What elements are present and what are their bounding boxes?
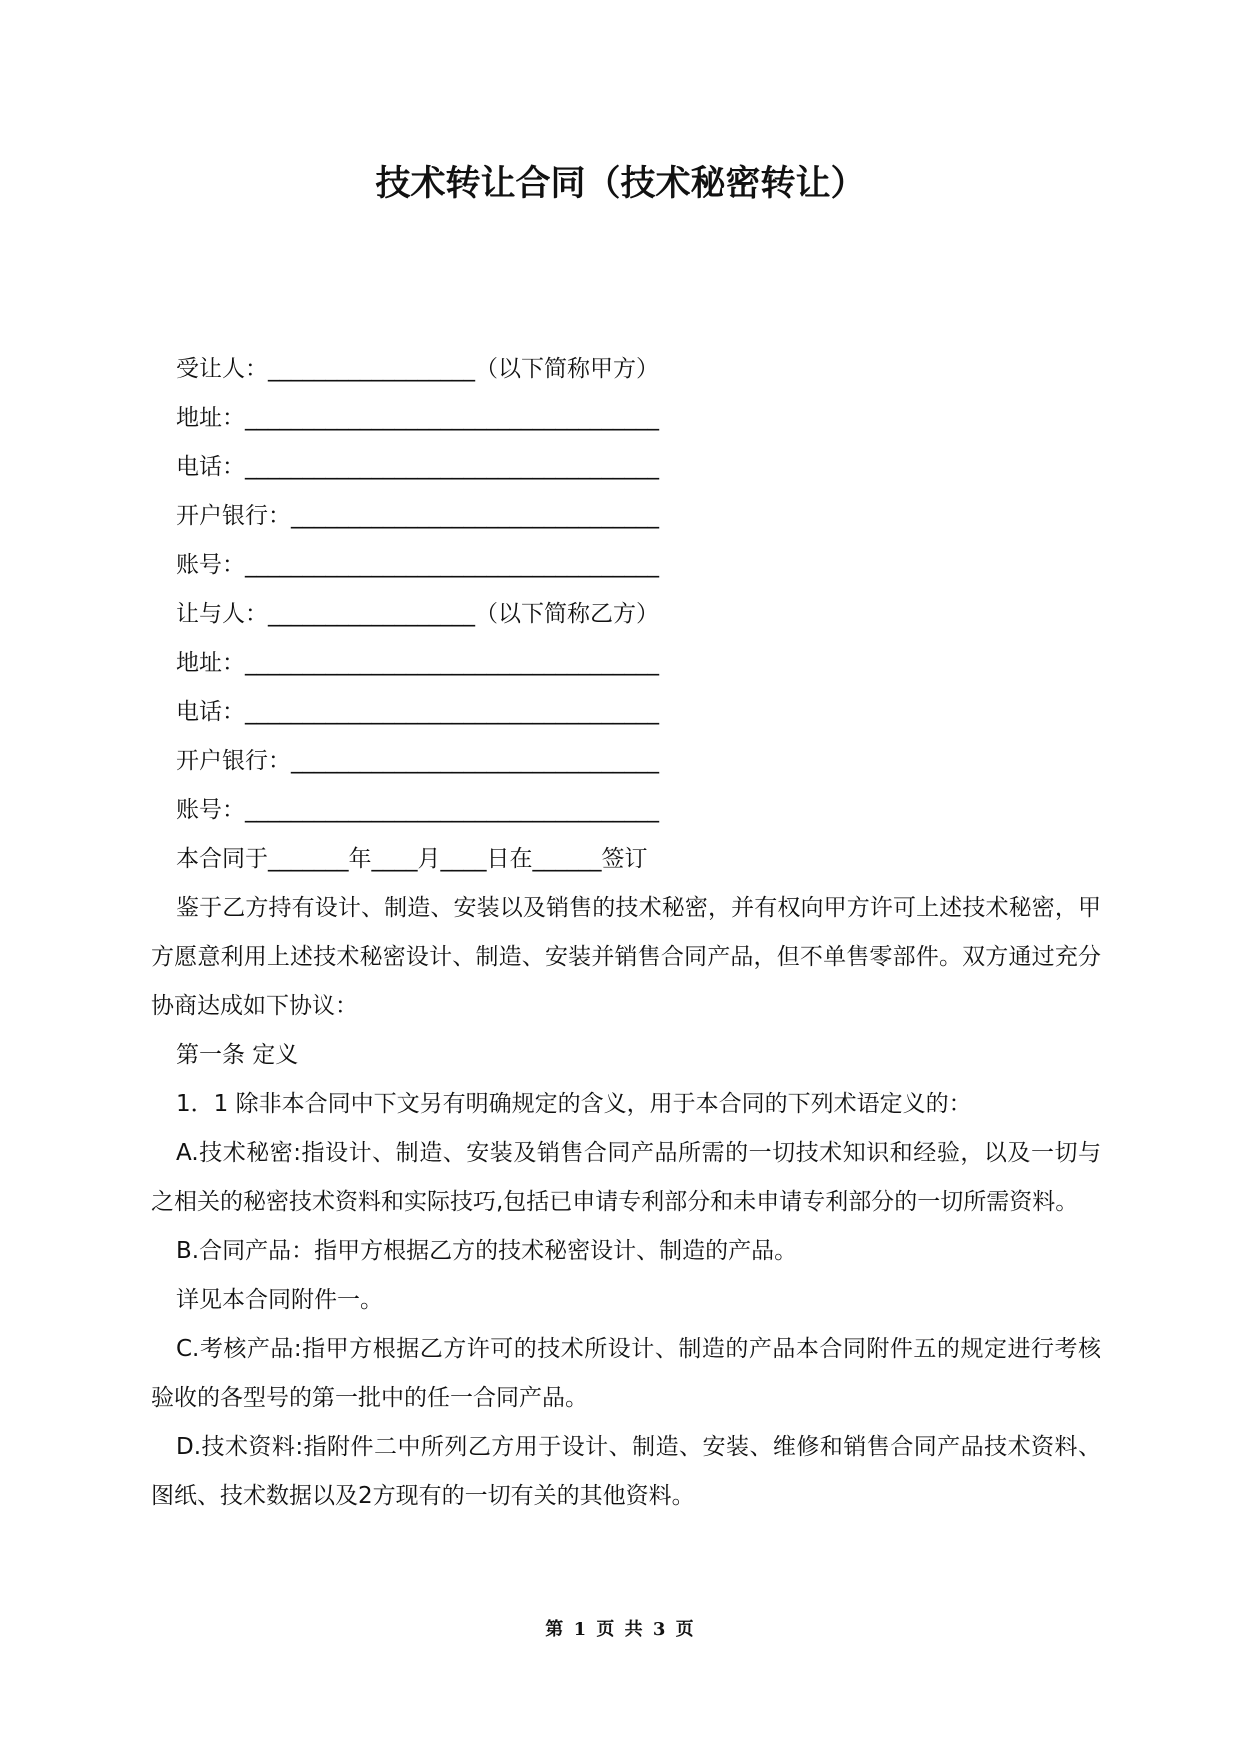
field-signing-date: 本合同于_______年____月____日在______签订 <box>176 846 648 872</box>
definition-c: C.考核产品:指甲方根据乙方许可的技术所设计、制造的产品本合同附件五的规定进行考核验收的各型号的第一批中的任一合同产品。 <box>151 1336 1101 1411</box>
field-transferee-address: 地址：____________________________________ <box>176 405 659 431</box>
definition-d: D.技术资料:指附件二中所列乙方用于设计、制造、安装、维修和销售合同产品技术资料、图纸、技术数据以及2方现有的一切有关的其他资料。 <box>151 1434 1101 1509</box>
field-transferee-bank: 开户银行：________________________________ <box>176 503 659 529</box>
field-transferor-bank: 开户银行：________________________________ <box>176 748 659 774</box>
field-transferor-address: 地址：____________________________________ <box>176 650 659 676</box>
page-number-footer: 第 1 页 共 3 页 <box>545 1619 696 1640</box>
field-transferee-phone: 电话：____________________________________ <box>176 454 659 480</box>
field-transferor: 让与人：__________________（以下简称乙方） <box>176 601 659 627</box>
definition-a: A.技术秘密:指设计、制造、安装及销售合同产品所需的一切技术知识和经验，以及一切与之相关的秘密技术资料和实际技巧,包括已申请专利部分和未申请专利部分的一切所需资料。 <box>151 1140 1101 1215</box>
clause-1-1: 1．1 除非本合同中下文另有明确规定的含义，用于本合同的下列术语定义的： <box>176 1091 972 1117</box>
field-transferee: 受让人：__________________（以下简称甲方） <box>176 356 659 382</box>
definition-b-note: 详见本合同附件一。 <box>176 1287 383 1313</box>
article-heading: 第一条 定义 <box>176 1042 299 1068</box>
field-transferor-account: 账号：____________________________________ <box>176 797 659 823</box>
field-transferor-phone: 电话：____________________________________ <box>176 699 659 725</box>
definition-b: B.合同产品：指甲方根据乙方的技术秘密设计、制造的产品。 <box>176 1238 798 1264</box>
preamble-paragraph: 鉴于乙方持有设计、制造、安装以及销售的技术秘密，并有权向甲方许可上述技术秘密，甲方愿意利用上述技术秘密设计、制造、安装并销售合同产品，但不单售零部件。双方通过充分协商达成如下协议： <box>151 895 1101 1019</box>
document-title: 技术转让合同（技术秘密转让） <box>375 164 866 204</box>
field-transferee-account: 账号：____________________________________ <box>176 552 659 578</box>
document-body <box>151 345 1101 1521</box>
